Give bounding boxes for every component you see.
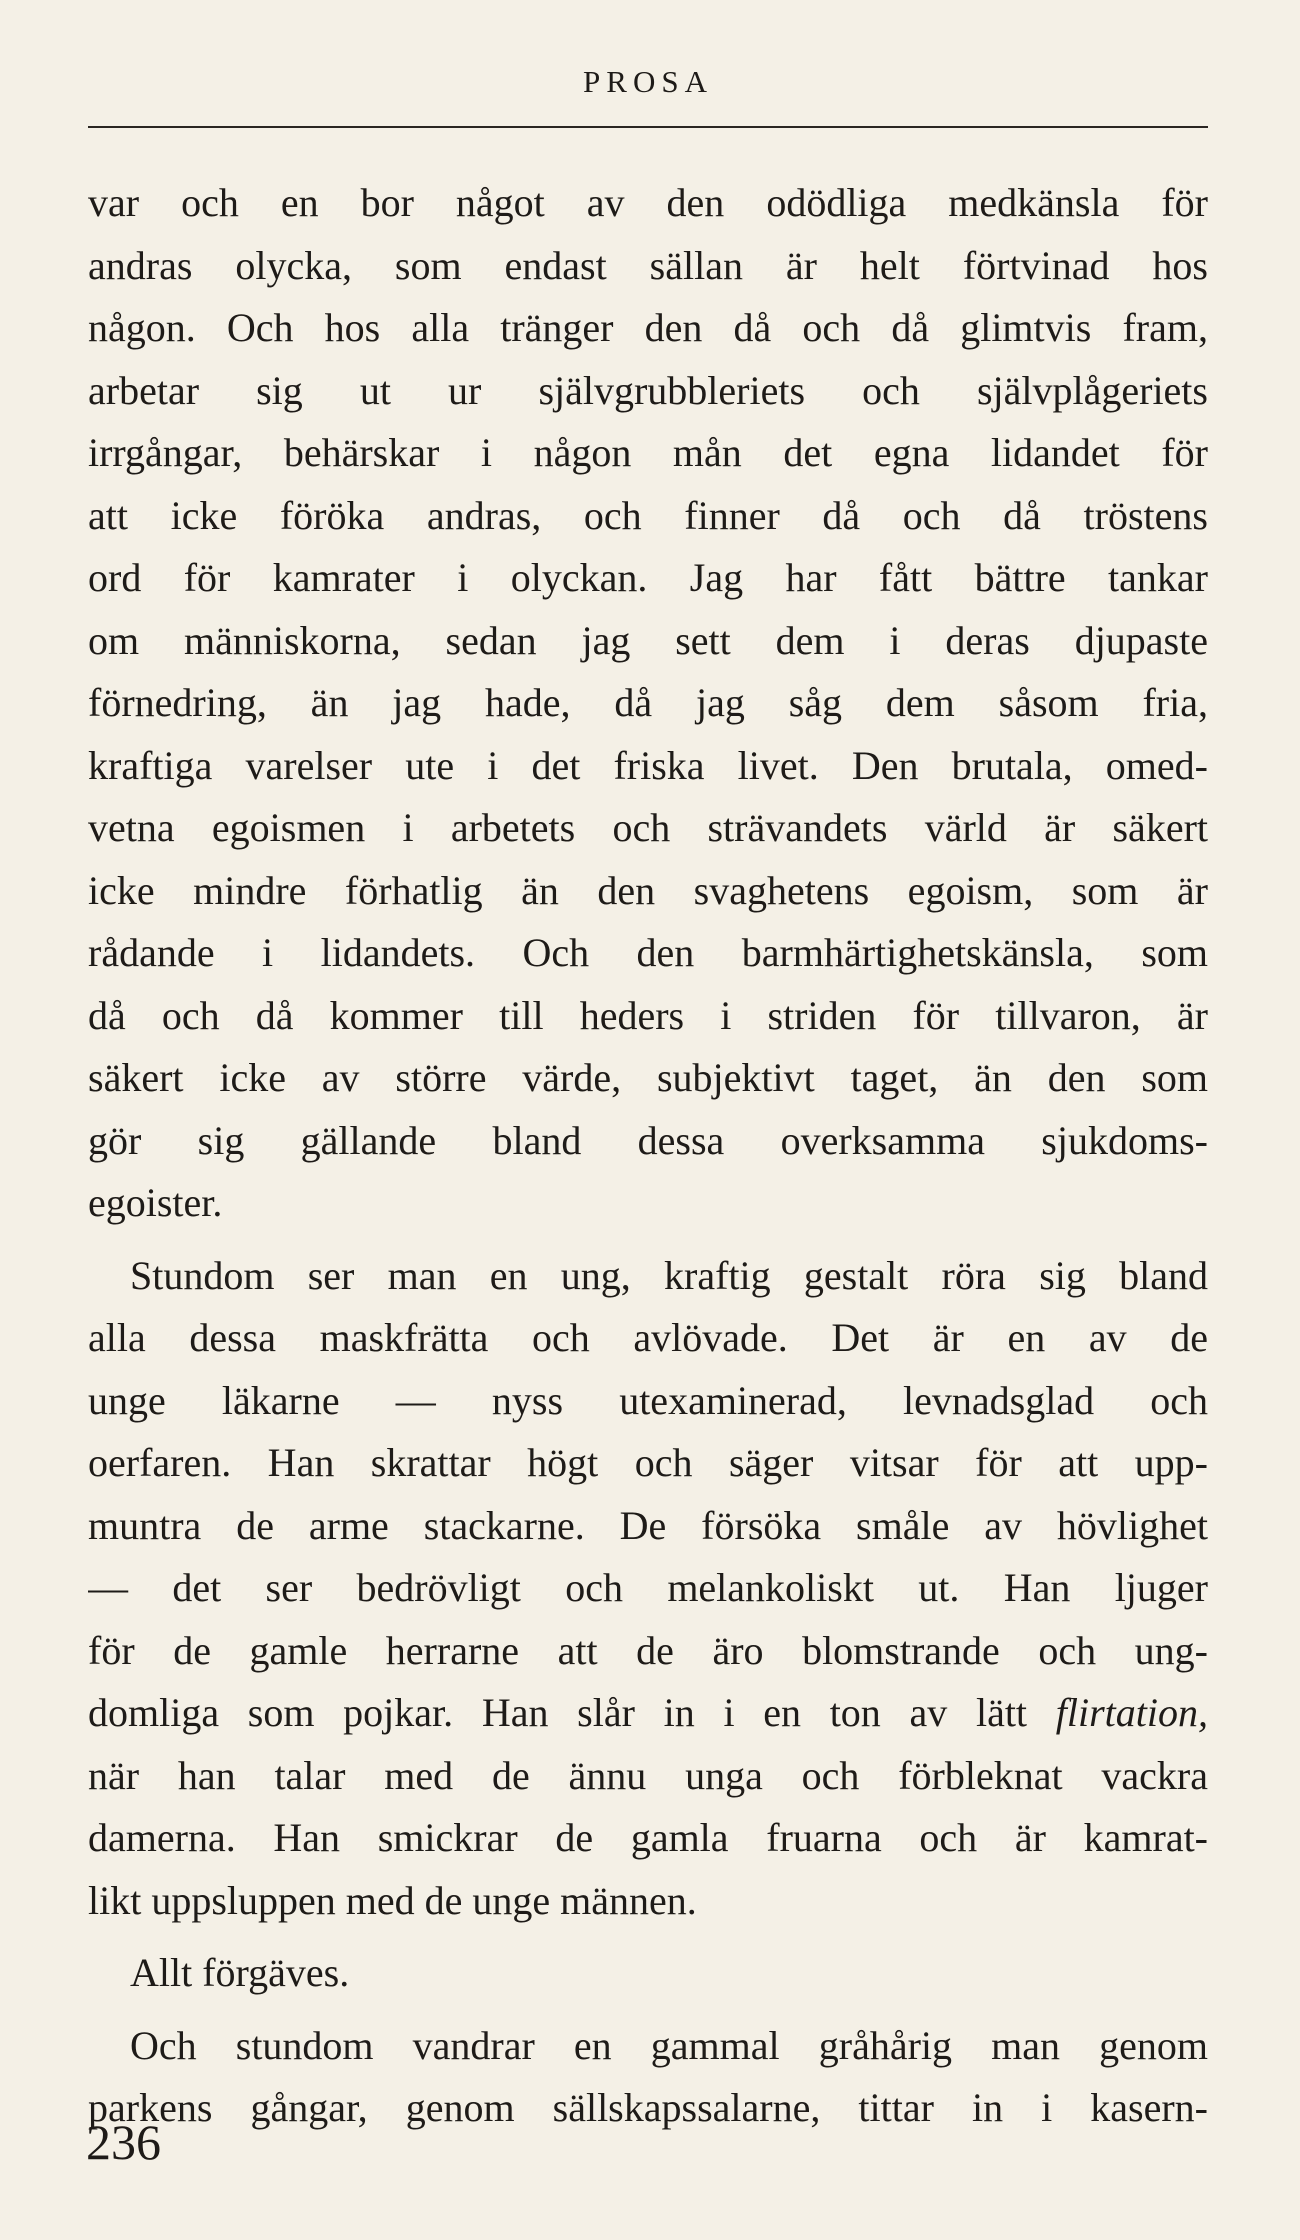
italic-word: flirtation, [1055, 1690, 1208, 1735]
text-line: Stundom ser man en ung, kraftig gestalt röra sig bland [130, 1252, 1208, 1298]
page-number: 236 [86, 2114, 161, 2170]
text-line: för de gamle herrarne att de äro blomstrande och ung- [88, 1627, 1208, 1673]
header-rule [88, 126, 1208, 128]
paragraph-4 [88, 2015, 1208, 2140]
text-line: ord för kamrater i olyckan. Jag har fått bättre tankar [88, 555, 1208, 600]
text-line: kraftiga varelser ute i det friska livet. Den brutala, omed- [88, 742, 1208, 788]
text-line: oerfaren. Han skrattar högt och säger vitsar för att upp- [88, 1440, 1208, 1485]
text-line: unge läkarne — nyss utexaminerad, levnadsglad och [88, 1377, 1208, 1423]
text-line: var och en bor något av den odödliga medkänsla för [88, 180, 1208, 225]
text-line: damerna. Han smickrar de gamla fruarna och är kamrat- [88, 1815, 1208, 1860]
text-line-segment: domliga som pojkar. Han slår in i en ton av lätt [88, 1690, 1056, 1735]
text-line: Allt förgäves. [130, 1950, 350, 1995]
text-line: rådande i lidandets. Och den barmhärtighetskänsla, som [88, 930, 1208, 975]
text-line: då och då kommer till heders i striden för tillvaron, är [88, 992, 1208, 1038]
text-line: förnedring, än jag hade, då jag såg dem såsom fria, [88, 680, 1208, 725]
text-line: likt uppsluppen med de unge männen. [88, 1877, 697, 1923]
text-line: andras olycka, som endast sällan är helt förtvinad hos [88, 242, 1208, 288]
text-line: att icke föröka andras, och finner då och då tröstens [88, 492, 1208, 538]
running-head: PROSA [583, 64, 713, 99]
text-line: muntra de arme stackarne. De försöka småle av hövlighet [88, 1502, 1208, 1548]
text-line: parkens gångar, genom sällskapssalarne, tittar in i kasern- [88, 2085, 1208, 2130]
paragraph-3 [88, 1942, 1208, 2005]
text-line: icke mindre förhatlig än den svaghetens egoism, som är [88, 867, 1208, 913]
text-line: någon. Och hos alla tränger den då och då glimtvis fram, [88, 305, 1208, 350]
text-line: alla dessa maskfrätta och avlövade. Det är en av de [88, 1315, 1208, 1360]
body-text [88, 172, 1208, 2140]
paragraph-2 [88, 1245, 1208, 1933]
text-line: arbetar sig ut ur självgrubbleriets och självplågeriets [88, 367, 1208, 413]
text-line: egoister. [88, 1180, 223, 1225]
text-line: när han talar med de ännu unga och förbleknat vackra [88, 1752, 1208, 1798]
text-line-with-italic [88, 1682, 1208, 1745]
paragraph-1 [88, 172, 1208, 1235]
text-line: säkert icke av större värde, subjektivt taget, än den som [88, 1055, 1208, 1100]
text-line: Och stundom vandrar en gammal gråhårig man genom [130, 2022, 1208, 2068]
text-line: om människorna, sedan jag sett dem i deras djupaste [88, 617, 1208, 663]
text-line: irrgångar, behärskar i någon mån det egna lidandet för [88, 430, 1208, 475]
text-line: gör sig gällande bland dessa overksamma sjukdoms- [88, 1117, 1208, 1163]
text-line: vetna egoismen i arbetets och strävandets värld är säkert [88, 805, 1208, 850]
text-line: — det ser bedrövligt och melankoliskt ut. Han ljuger [88, 1565, 1208, 1610]
